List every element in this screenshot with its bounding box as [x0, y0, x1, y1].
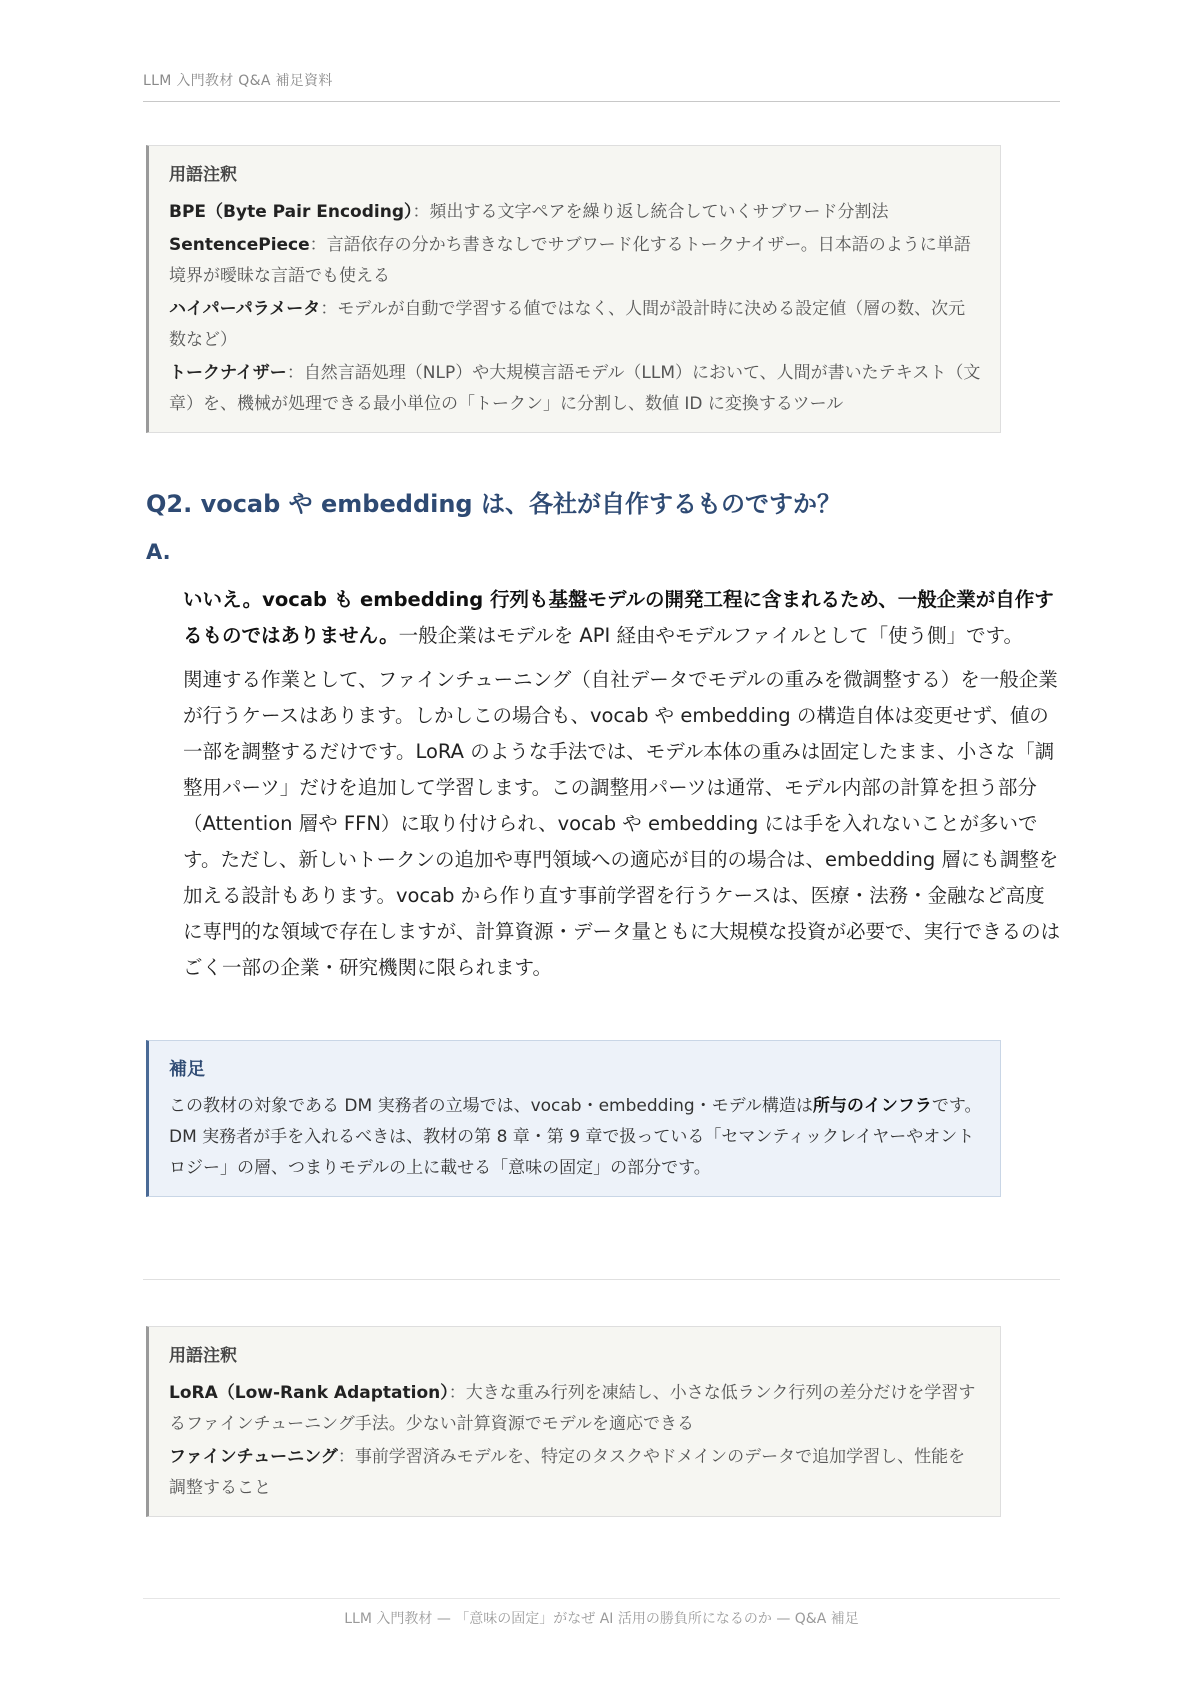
glossary-item: [169, 230, 982, 292]
glossary-separator: ：: [412, 202, 430, 222]
glossary-separator: ：: [337, 1447, 355, 1467]
glossary-box-1: [146, 145, 1001, 433]
glossary-item: [169, 197, 982, 228]
glossary-separator: ：: [309, 235, 327, 255]
glossary-term: トークナイザー: [169, 363, 287, 383]
page-footer: LLM 入門教材 — 「意味の固定」がなぜ AI 活用の勝負所になるのか — Q&A 補足: [344, 1611, 859, 1627]
glossary-description: 自然言語処理（NLP）や大規模言語モデル（LLM）において、人間が書いたテキスト（文章）を、機械が処理できる最小単位の「トークン」に分割し、数値 ID に変換するツール: [169, 363, 981, 414]
glossary-item: [169, 358, 982, 420]
glossary-item: [169, 1378, 982, 1440]
page-header: LLM 入門教材 Q&A 補足資料: [143, 73, 333, 89]
glossary-term: ハイパーパラメータ: [169, 299, 321, 319]
answer-text: 一般企業はモデルを API 経由やモデルファイルとして「使う側」です。: [398, 624, 1024, 647]
glossary-item: [169, 294, 982, 356]
glossary-title: 用語注釈: [169, 1346, 237, 1366]
answer-paragraph-1: [183, 582, 1061, 654]
glossary-item: [169, 1442, 982, 1504]
glossary-separator: ：: [320, 299, 338, 319]
glossary-description: モデルが自動で学習する値ではなく、人間が設計時に決める設定値（層の数、次元数など）: [169, 299, 966, 350]
supplement-title: 補足: [169, 1059, 205, 1080]
answer-emphasis: いいえ。vocab も embedding 行列も基盤モデルの開発工程に含まれるため、一般企業が自作するものではありません。: [183, 588, 1054, 647]
glossary-box-2: [146, 1326, 1001, 1517]
answer-label: A.: [146, 540, 171, 564]
glossary-term: ファインチューニング: [169, 1447, 338, 1467]
glossary-description: 頻出する文字ペアを繰り返し統合していくサブワード分割法: [429, 202, 889, 222]
supplement-text: [169, 1091, 982, 1184]
footer-divider: [143, 1598, 1060, 1599]
supplement-box: [146, 1040, 1001, 1197]
section-divider: [143, 1279, 1060, 1280]
answer-paragraph-2: 関連する作業として、ファインチューニング（自社データでモデルの重みを微調整する）を一般企業が行うケースはあります。しかしこの場合も、vocab や embedding の構造自体は変更せず、値の一部を調整するだけです。LoRA のような手法では、モデル本体の重みは固定したまま、小さな「調整用パーツ」だけを追加して学習します。この調整用パーツは通常、モデル内部の計算を担う部分（Attention 層や FFN）に取り付けられ、vocab や embedding には手を入れないことが多いです。ただし、新しいトークンの追加や専門領域への適応が目的の場合は、embedding 層にも調整を加える設計もあります。vocab から作り直す事前学習を行うケースは、医療・法務・金融など高度に専門的な領域で存在しますが、計算資源・データ量ともに大規模な投資が必要で、実行できるのはごく一部の企業・研究機関に限られます。: [183, 668, 1061, 979]
glossary-term: SentencePiece: [169, 235, 310, 255]
glossary-description: 大きな重み行列を凍結し、小さな低ランク行列の差分だけを学習するファインチューニング手法。少ない計算資源でモデルを適応できる: [169, 1383, 976, 1434]
supplement-text-after: です。DM 実務者が手を入れるべきは、教材の第 8 章・第 9 章で扱っている「セマンティックレイヤーやオントロジー」の層、つまりモデルの上に載せる「意味の固定」の部分です。: [169, 1096, 982, 1178]
glossary-separator: ：: [286, 363, 304, 383]
glossary-term: BPE（Byte Pair Encoding）: [169, 202, 413, 222]
supplement-text-before: この教材の対象である DM 実務者の立場では、vocab・embedding・モデル構造は: [169, 1096, 813, 1116]
glossary-term: LoRA（Low-Rank Adaptation）: [169, 1383, 449, 1403]
glossary-title: 用語注釈: [169, 165, 237, 185]
supplement-emphasis: 所与のインフラ: [812, 1096, 932, 1116]
question-title: Q2. vocab や embedding は、各社が自作するものですか？: [146, 490, 841, 518]
glossary-description: 言語依存の分かち書きなしでサブワード化するトークナイザー。日本語のように単語境界が曖昧な言語でも使える: [169, 235, 971, 286]
answer-body: [183, 582, 1061, 994]
header-divider: [143, 101, 1060, 102]
glossary-description: 事前学習済みモデルを、特定のタスクやドメインのデータで追加学習し、性能を調整すること: [169, 1447, 966, 1498]
glossary-separator: ：: [448, 1383, 466, 1403]
